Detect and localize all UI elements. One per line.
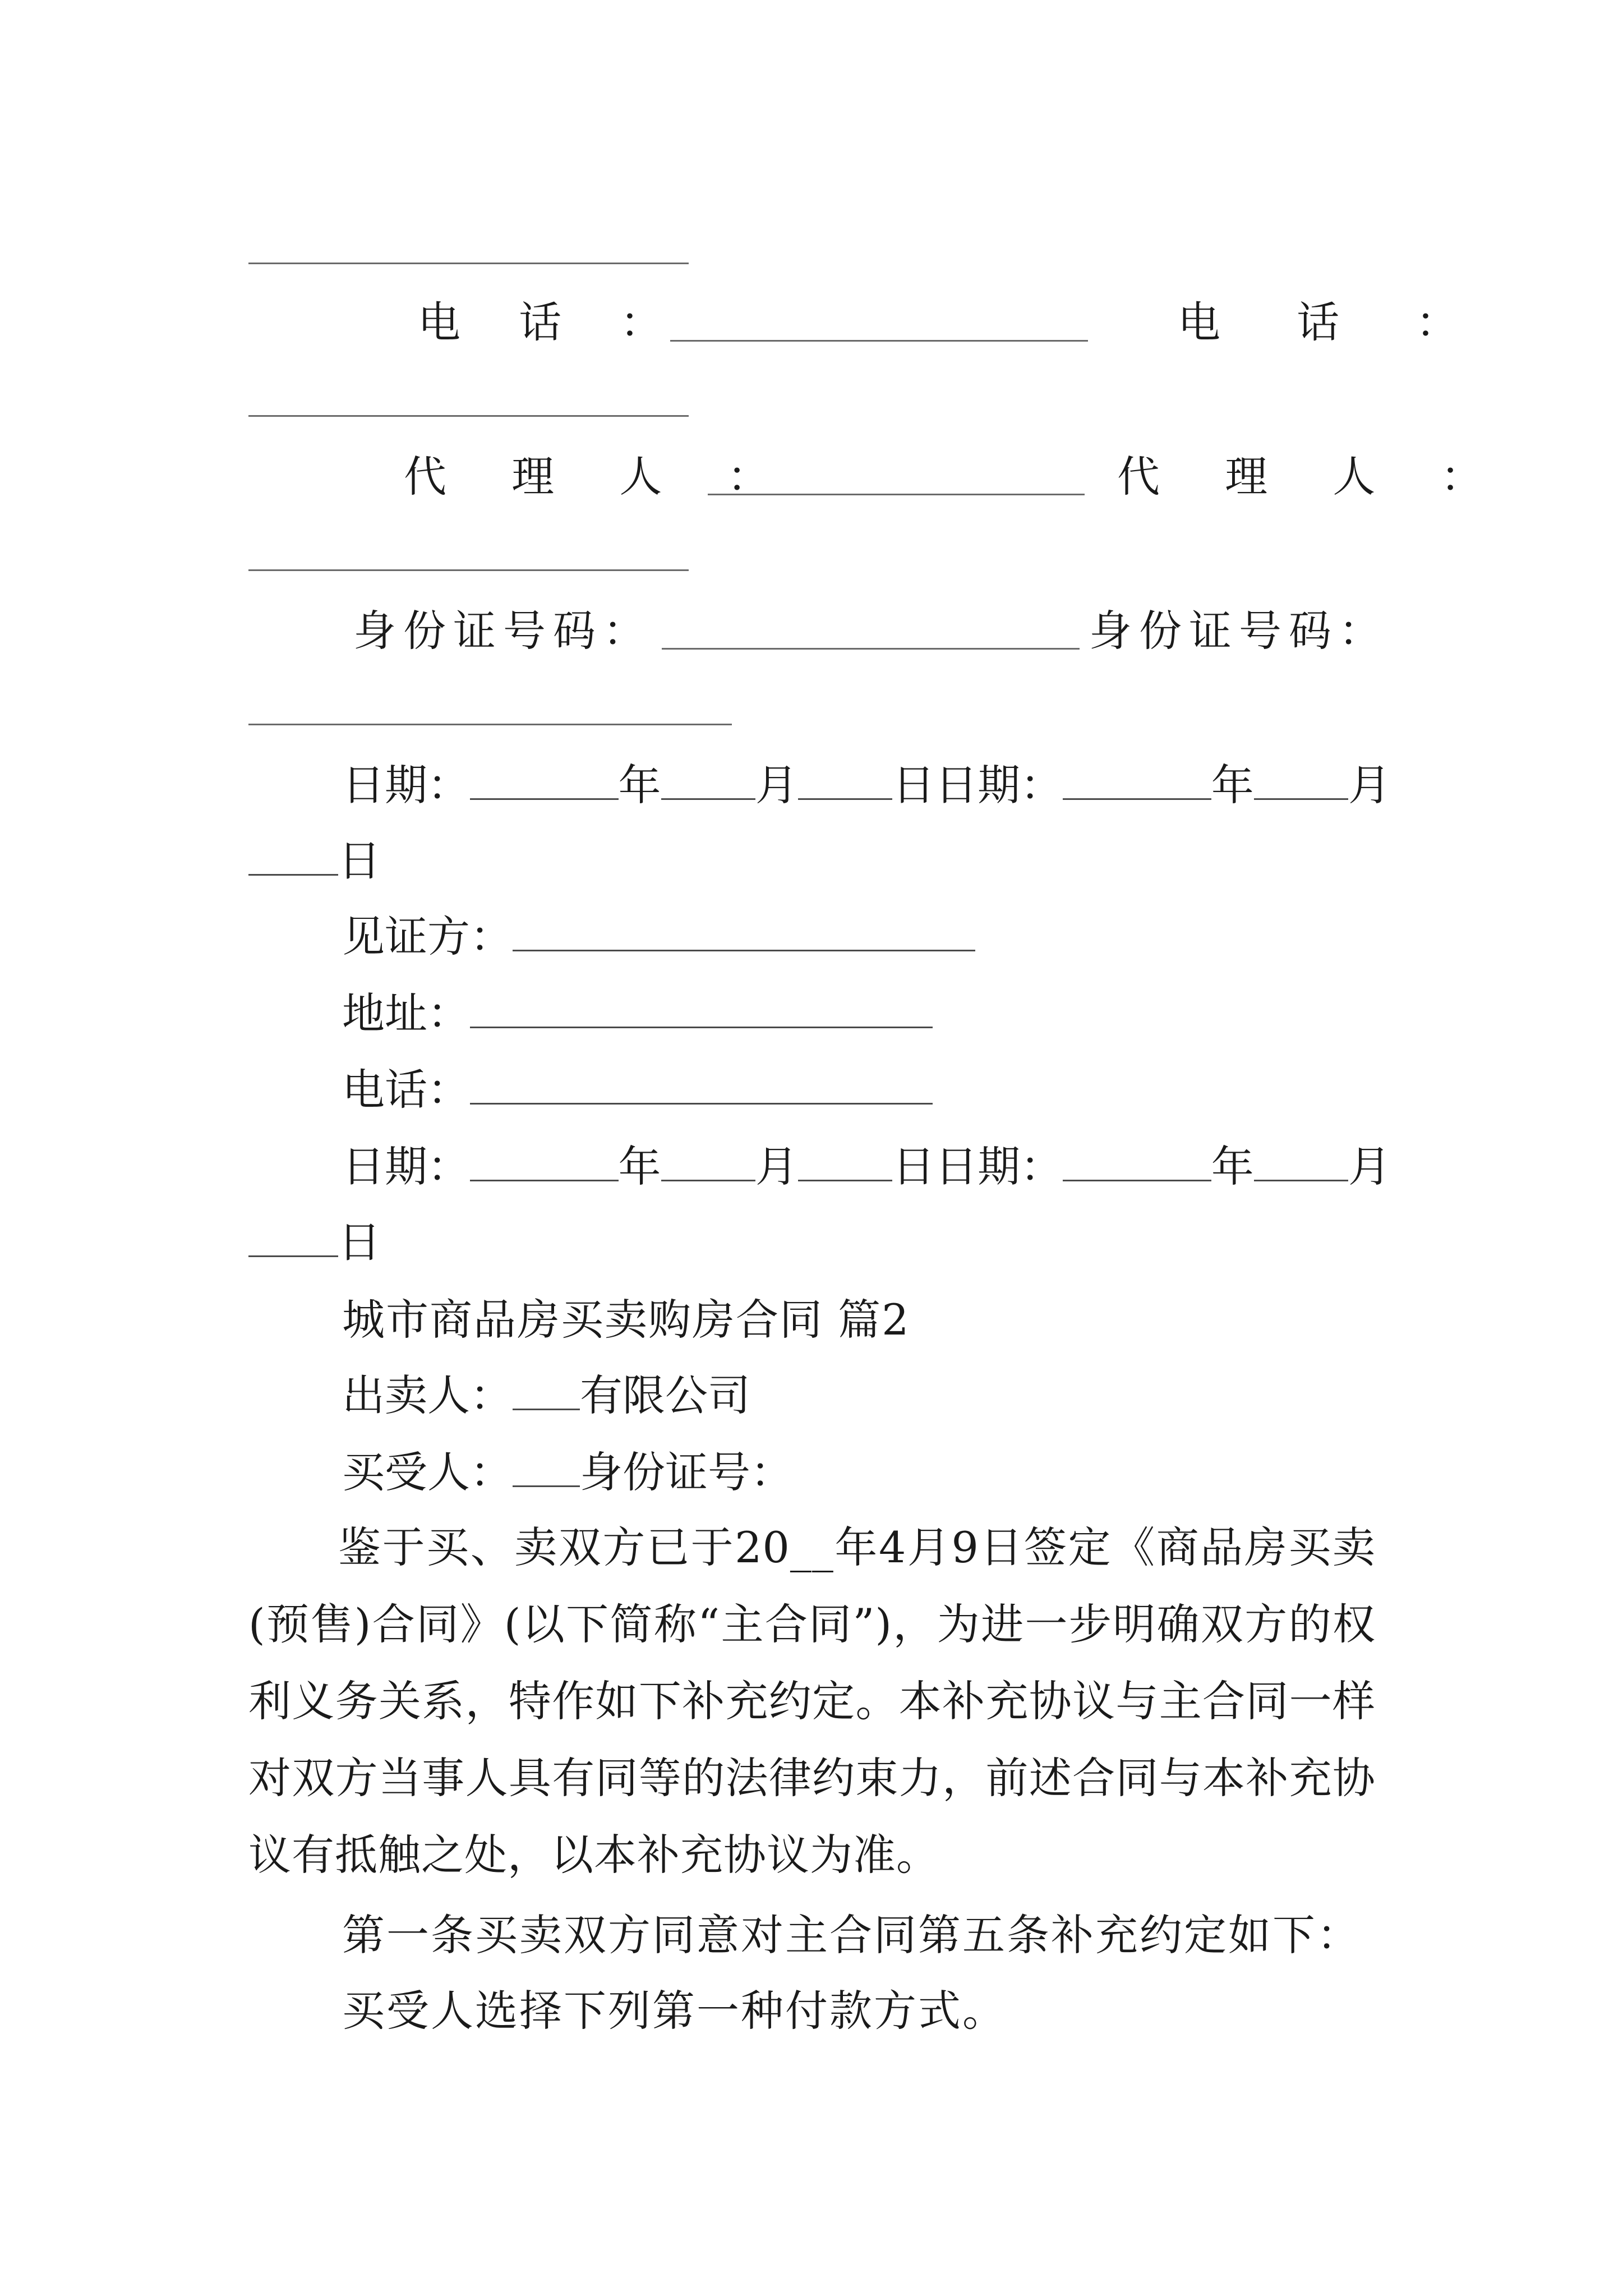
witness-field[interactable]	[513, 913, 975, 951]
seller-suffix: 有限公司	[580, 1370, 750, 1420]
buyer-label: 买受人：	[342, 1447, 513, 1497]
blank-line-top	[248, 263, 689, 264]
year-label-left: 年	[618, 760, 661, 810]
year-field-right[interactable]	[1063, 761, 1211, 800]
day2-label-right: 日	[338, 1217, 381, 1267]
month-label-left: 月	[755, 760, 798, 810]
year2-field-right[interactable]	[1063, 1143, 1211, 1181]
date-row-1	[342, 754, 1391, 816]
witness-row	[342, 906, 975, 968]
month2-label-right: 月	[1348, 1142, 1391, 1191]
id-label-left: 身份证号码：	[353, 606, 653, 656]
year-label-right: 年	[1211, 760, 1254, 810]
seller-name-field[interactable]	[513, 1372, 580, 1410]
day-field-right[interactable]	[248, 837, 338, 876]
date-label-right: 日期：	[935, 760, 1063, 810]
article-1: 第一条买卖双方同意对主合同第五条补充约定如下：	[342, 1910, 1361, 1960]
address-field[interactable]	[470, 990, 933, 1028]
buyer-suffix: 身份证号：	[580, 1447, 793, 1497]
month-field-right[interactable]	[1254, 761, 1348, 800]
day-label-left: 日	[892, 760, 935, 810]
agent-field-right[interactable]	[248, 569, 689, 571]
month-field-left[interactable]	[661, 761, 755, 800]
date-row-2	[342, 1136, 1391, 1198]
year-field-left[interactable]	[470, 761, 619, 800]
date2-label-left: 日期：	[342, 1142, 470, 1191]
address-label: 地址：	[342, 988, 470, 1038]
day-row-1	[248, 830, 381, 892]
agent-label-right: 代 理 人 ：	[1117, 452, 1509, 501]
year2-label-right: 年	[1211, 1142, 1254, 1191]
day-label-right: 日	[338, 836, 381, 886]
address-row	[342, 983, 933, 1045]
day2-field-left[interactable]	[798, 1143, 892, 1181]
phone-label-right: 电 话 ：	[1178, 297, 1490, 347]
phone-field-right[interactable]	[248, 415, 689, 417]
day2-label-left: 日	[892, 1142, 935, 1191]
day-field-left[interactable]	[798, 761, 892, 800]
month2-label-left: 月	[755, 1142, 798, 1191]
preamble-paragraph: 鉴于买、卖双方已于20__年4月9日签定《商品房买卖(预售)合同》(以下简称“主合同”)，为进一步明确双方的权利义务关系，特作如下补充约定。本补充协议与主合同一样对双方当事人具有同等的法律约束力，前述合同与本补充协议有抵触之处，以本补充协议为准。	[248, 1522, 1376, 1880]
witness-phone-row	[342, 1059, 933, 1121]
witness-label: 见证方：	[342, 912, 513, 961]
date2-label-right: 日期：	[935, 1142, 1063, 1191]
agent-field-left[interactable]	[708, 494, 1085, 495]
buyer-name-field[interactable]	[513, 1448, 580, 1487]
witness-phone-field[interactable]	[470, 1066, 933, 1105]
buyer-row	[342, 1442, 793, 1503]
month2-field-left[interactable]	[661, 1143, 755, 1181]
id-field-left[interactable]	[662, 648, 1080, 650]
day-row-2	[248, 1212, 381, 1273]
year2-label-left: 年	[618, 1142, 661, 1191]
month2-field-right[interactable]	[1254, 1143, 1348, 1181]
seller-row	[342, 1365, 750, 1427]
phone-label-left: 电 话 ：	[418, 297, 685, 347]
seller-label: 出卖人：	[342, 1370, 513, 1420]
day2-field-right[interactable]	[248, 1218, 338, 1257]
id-field-right[interactable]	[248, 724, 732, 725]
phone-field-left[interactable]	[670, 340, 1088, 342]
id-label-right: 身份证号码：	[1089, 606, 1389, 656]
date-label-left: 日期：	[342, 760, 470, 810]
year2-field-left[interactable]	[470, 1143, 619, 1181]
month-label-right: 月	[1348, 760, 1391, 810]
payment-choice: 买受人选择下列第一种付款方式。	[342, 1986, 1007, 2036]
witness-phone-label: 电话：	[342, 1065, 470, 1115]
contract-title: 城市商品房买卖购房合同 篇2	[342, 1295, 910, 1345]
agent-label-left: 代 理 人 ：	[404, 452, 796, 501]
